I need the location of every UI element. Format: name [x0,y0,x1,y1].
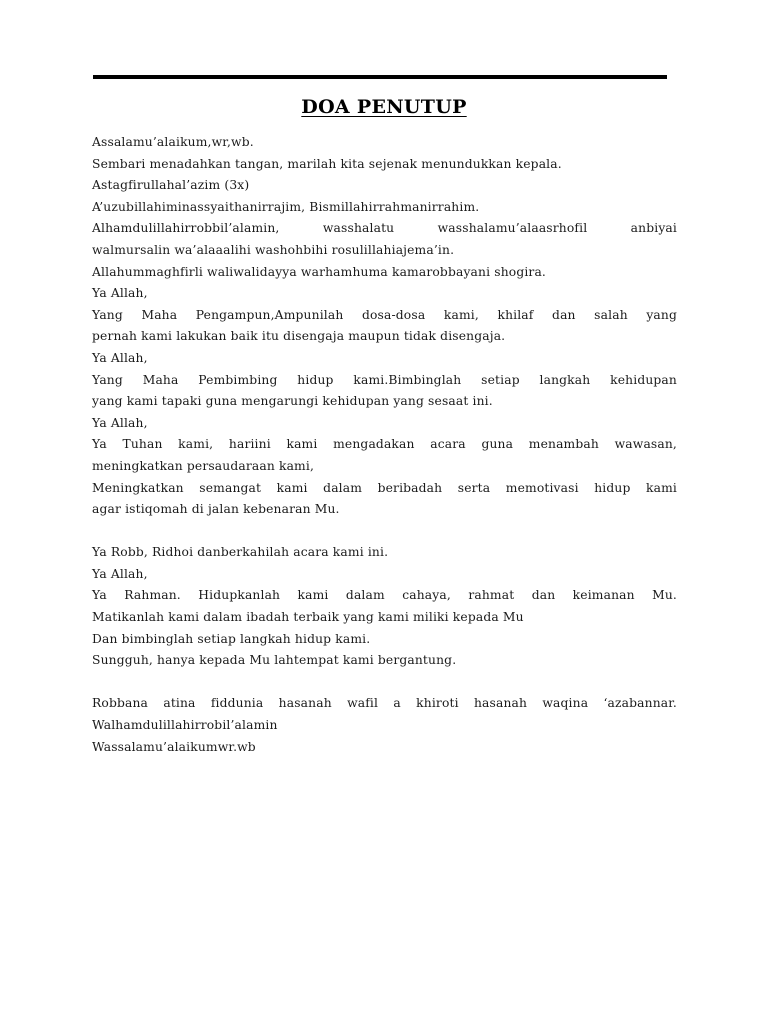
text-line: pernah kami lakukan baik itu disengaja maupun tidak disengaja. [92,329,506,344]
text-line: Meningkatkan semangat kami dalam beribadah serta memotivasi hidup kami [92,480,677,495]
text-line: Alhamdulillahirrobbil’alamin, wasshalatu wasshalamu’alaasrhofil anbiyai [92,221,677,236]
paragraph-gap [92,672,677,694]
text-line: Assalamu’alaikum,wr,wb. [92,135,254,149]
top-horizontal-rule [93,75,667,79]
text-line: meningkatkan persaudaraan kami, [92,458,315,473]
text-line: Ya Rahman. Hidupkanlah kami dalam cahaya, rahmat dan keimanan Mu. [92,588,677,603]
prayer-body [92,132,677,758]
text-line: Ya Robb, Ridhoi danberkahilah acara kami ini. [92,545,389,560]
text-line: walmursalin wa’alaaalihi washohbihi rosulillahiajema’in. [92,242,455,257]
text-line: Sembari menadahkan tangan, marilah kita sejenak menundukkan kepala. [92,156,562,171]
text-line: Ya Allah, [92,415,148,430]
text-line: yang kami tapaki guna mengarungi kehidupan yang sesaat ini. [92,394,493,409]
text-line: Robbana atina fiddunia hasanah wafil a khiroti hasanah waqina ‘azabannar. [92,696,677,711]
text-line: Sungguh, hanya kepada Mu lahtempat kami bergantung. [92,653,457,668]
text-line: Wassalamu’alaikumwr.wb [92,739,256,754]
text-line: Ya Allah, [92,350,148,365]
text-line: agar istiqomah di jalan kebenaran Mu. [92,502,340,517]
text-line: Yang Maha Pengampun,Ampunilah dosa-dosa kami, khilaf dan salah yang [92,307,677,322]
text-line: Ya Tuhan kami, hariini kami mengadakan acara guna menambah wawasan, [92,437,677,452]
text-line: Matikanlah kami dalam ibadah terbaik yang kami miliki kepada Mu [92,610,524,625]
text-line: Ya Allah, [92,286,148,301]
text-line: Yang Maha Pembimbing hidup kami.Bimbinglah setiap langkah kehidupan [92,372,677,387]
text-line: Ya Allah, [92,566,148,581]
text-line: A’uzubillahiminassyaithanirrajim, Bismillahirrahmanirrahim. [92,199,480,214]
text-line: Dan bimbinglah setiap langkah hidup kami. [92,631,371,646]
document-title: DOA PENUTUP [301,96,467,118]
text-line: Walhamdulillahirrobil’alamin [92,718,278,733]
text-line: Astagfirullahal’azim (3x) [92,178,250,193]
text-line: Allahummaghfirli waliwalidayya warhamhuma kamarobbayani shogira. [92,264,546,279]
paragraph-gap [92,521,677,543]
